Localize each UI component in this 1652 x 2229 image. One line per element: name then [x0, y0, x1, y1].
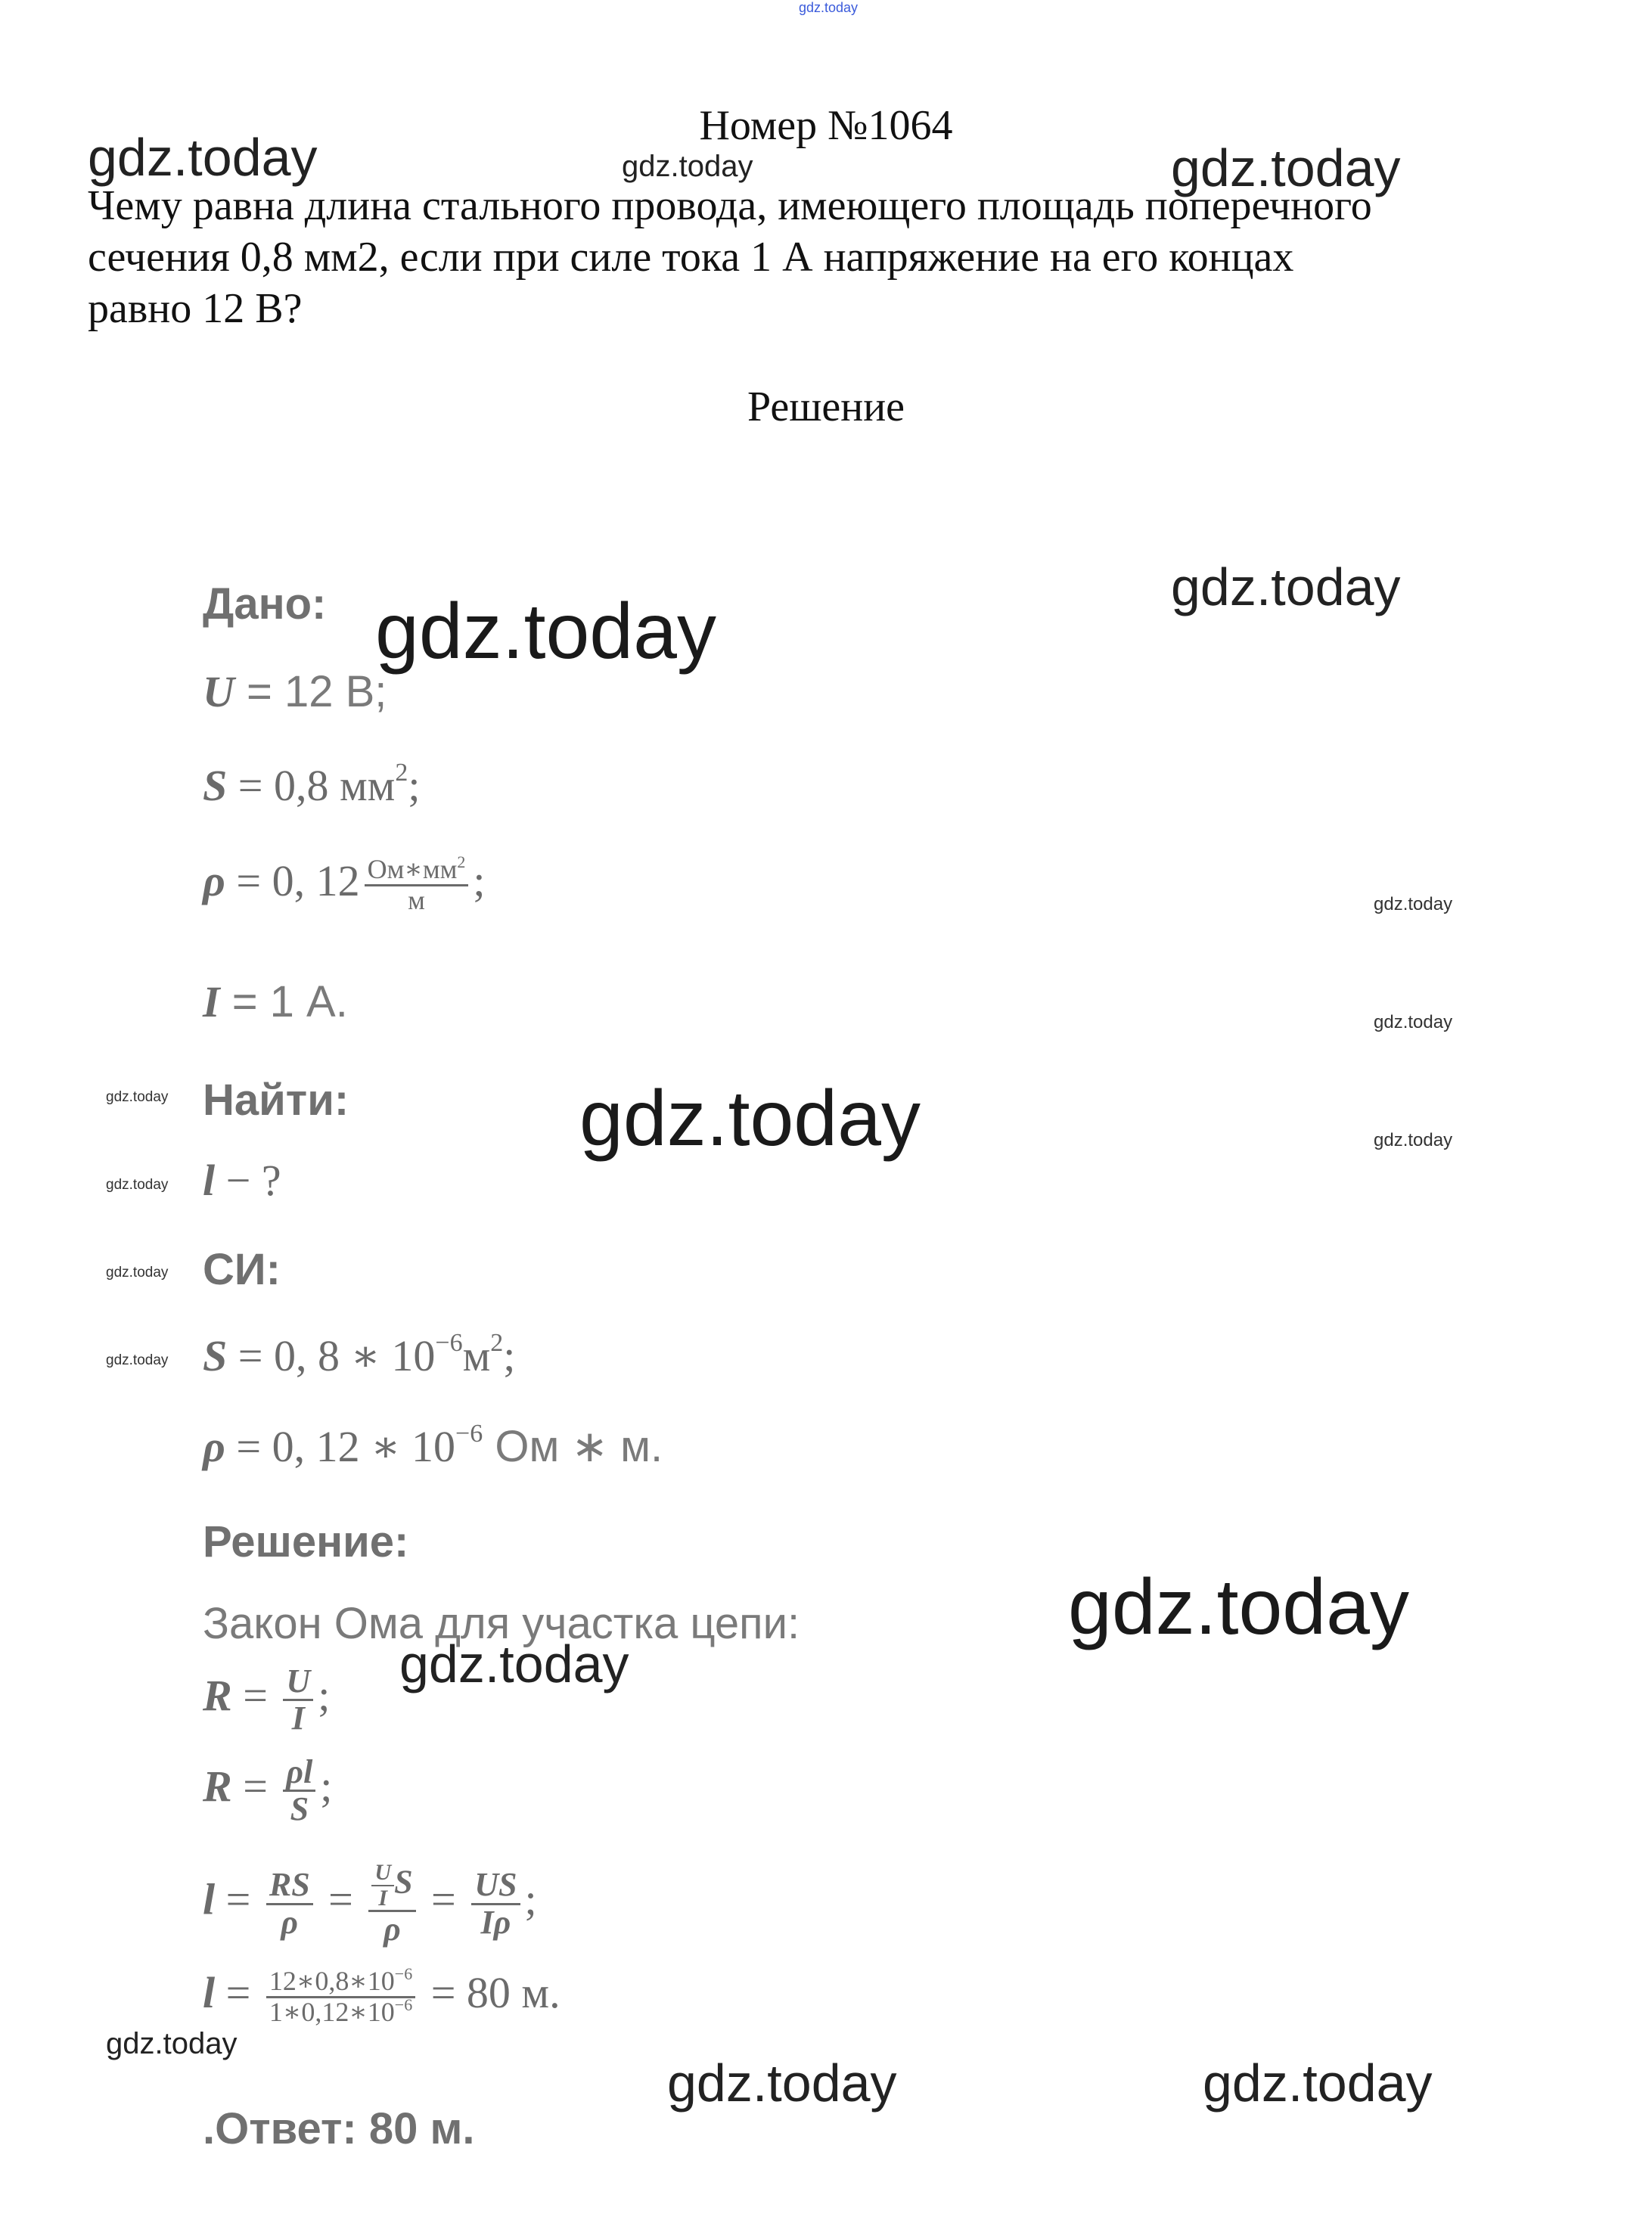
watermark: gdz.today	[1068, 1563, 1409, 1651]
equation-3: l = $\frac{RS}{\rho}$ = $\frac{U}{I}$ S ρ = $\frac{US}{I\rho}$ ;	[203, 1860, 537, 1948]
watermark: gdz.today	[399, 1634, 629, 1693]
section-heading: Решение	[747, 383, 905, 430]
watermark: gdz.today	[1374, 1012, 1453, 1032]
problem-line-3: равно 12 В?	[88, 285, 303, 332]
ohm-law-text: Закон Ома для участка цепи:	[203, 1599, 800, 1648]
watermark: gdz.today	[1374, 894, 1453, 914]
watermark: gdz.today	[106, 1177, 169, 1193]
watermark: gdz.today	[375, 588, 716, 675]
solution-heading: Решение:	[203, 1517, 409, 1566]
fraction-rho-units: $\frac{Ом∗мм^2}{м}$	[365, 855, 469, 915]
watermark: gdz.today	[88, 128, 318, 187]
given-i: I = 1 А.	[203, 977, 348, 1026]
watermark: gdz.today	[622, 150, 753, 183]
given-u: U = 12 В;	[203, 667, 387, 716]
given-heading: Дано:	[203, 579, 327, 629]
problem-line-2: сечения 0,8 мм2, если при силе тока 1 А напряжение на его концах	[88, 234, 1294, 281]
problem-line-1: Чему равна длина стального провода, имеющего площадь поперечного	[88, 182, 1372, 229]
watermark: gdz.today	[1374, 1130, 1453, 1150]
watermark: gdz.today	[667, 2054, 897, 2113]
equation-2: R = $\frac{\rho l}{S}$ ;	[203, 1753, 333, 1828]
si-heading: СИ:	[203, 1245, 281, 1294]
watermark: gdz.today	[106, 1265, 169, 1281]
symbol-u: U	[203, 667, 234, 716]
watermark: gdz.today	[1171, 557, 1401, 616]
watermark: gdz.today	[106, 1352, 169, 1368]
given-s: S = 0,8 $мм^2$;	[203, 759, 421, 810]
given-rho: ρ = 0, 12 $\frac{Ом∗мм^2}{м}$ ;	[203, 852, 486, 916]
answer: .Ответ: 80 м.	[203, 2104, 475, 2153]
watermark: gdz.today	[579, 1075, 921, 1163]
watermark: gdz.today	[1171, 138, 1401, 197]
si-rho: ρ = 0, 12 ∗ $10^{-6}$ Ом ∗ м.	[203, 1420, 663, 1471]
watermark: gdz.today	[106, 1089, 169, 1105]
find-l: l − ?	[203, 1156, 281, 1205]
equation-4: l = $\frac{12∗0,8∗10^{-6}}{1∗0,12∗10^{-6}}$ = 80 м.	[203, 1964, 560, 2028]
si-s: S = 0, 8 ∗ $10^{-6}м^2$;	[203, 1329, 516, 1380]
page-title: Номер №1064	[699, 102, 953, 149]
watermark: gdz.today	[106, 2027, 238, 2060]
problem-text	[88, 180, 1525, 334]
equation-1: R = $\frac{U}{I}$ ;	[203, 1662, 331, 1737]
find-heading: Найти:	[203, 1076, 349, 1125]
watermark: gdz.today	[1203, 2054, 1433, 2113]
watermark-top: gdz.today	[799, 0, 859, 15]
